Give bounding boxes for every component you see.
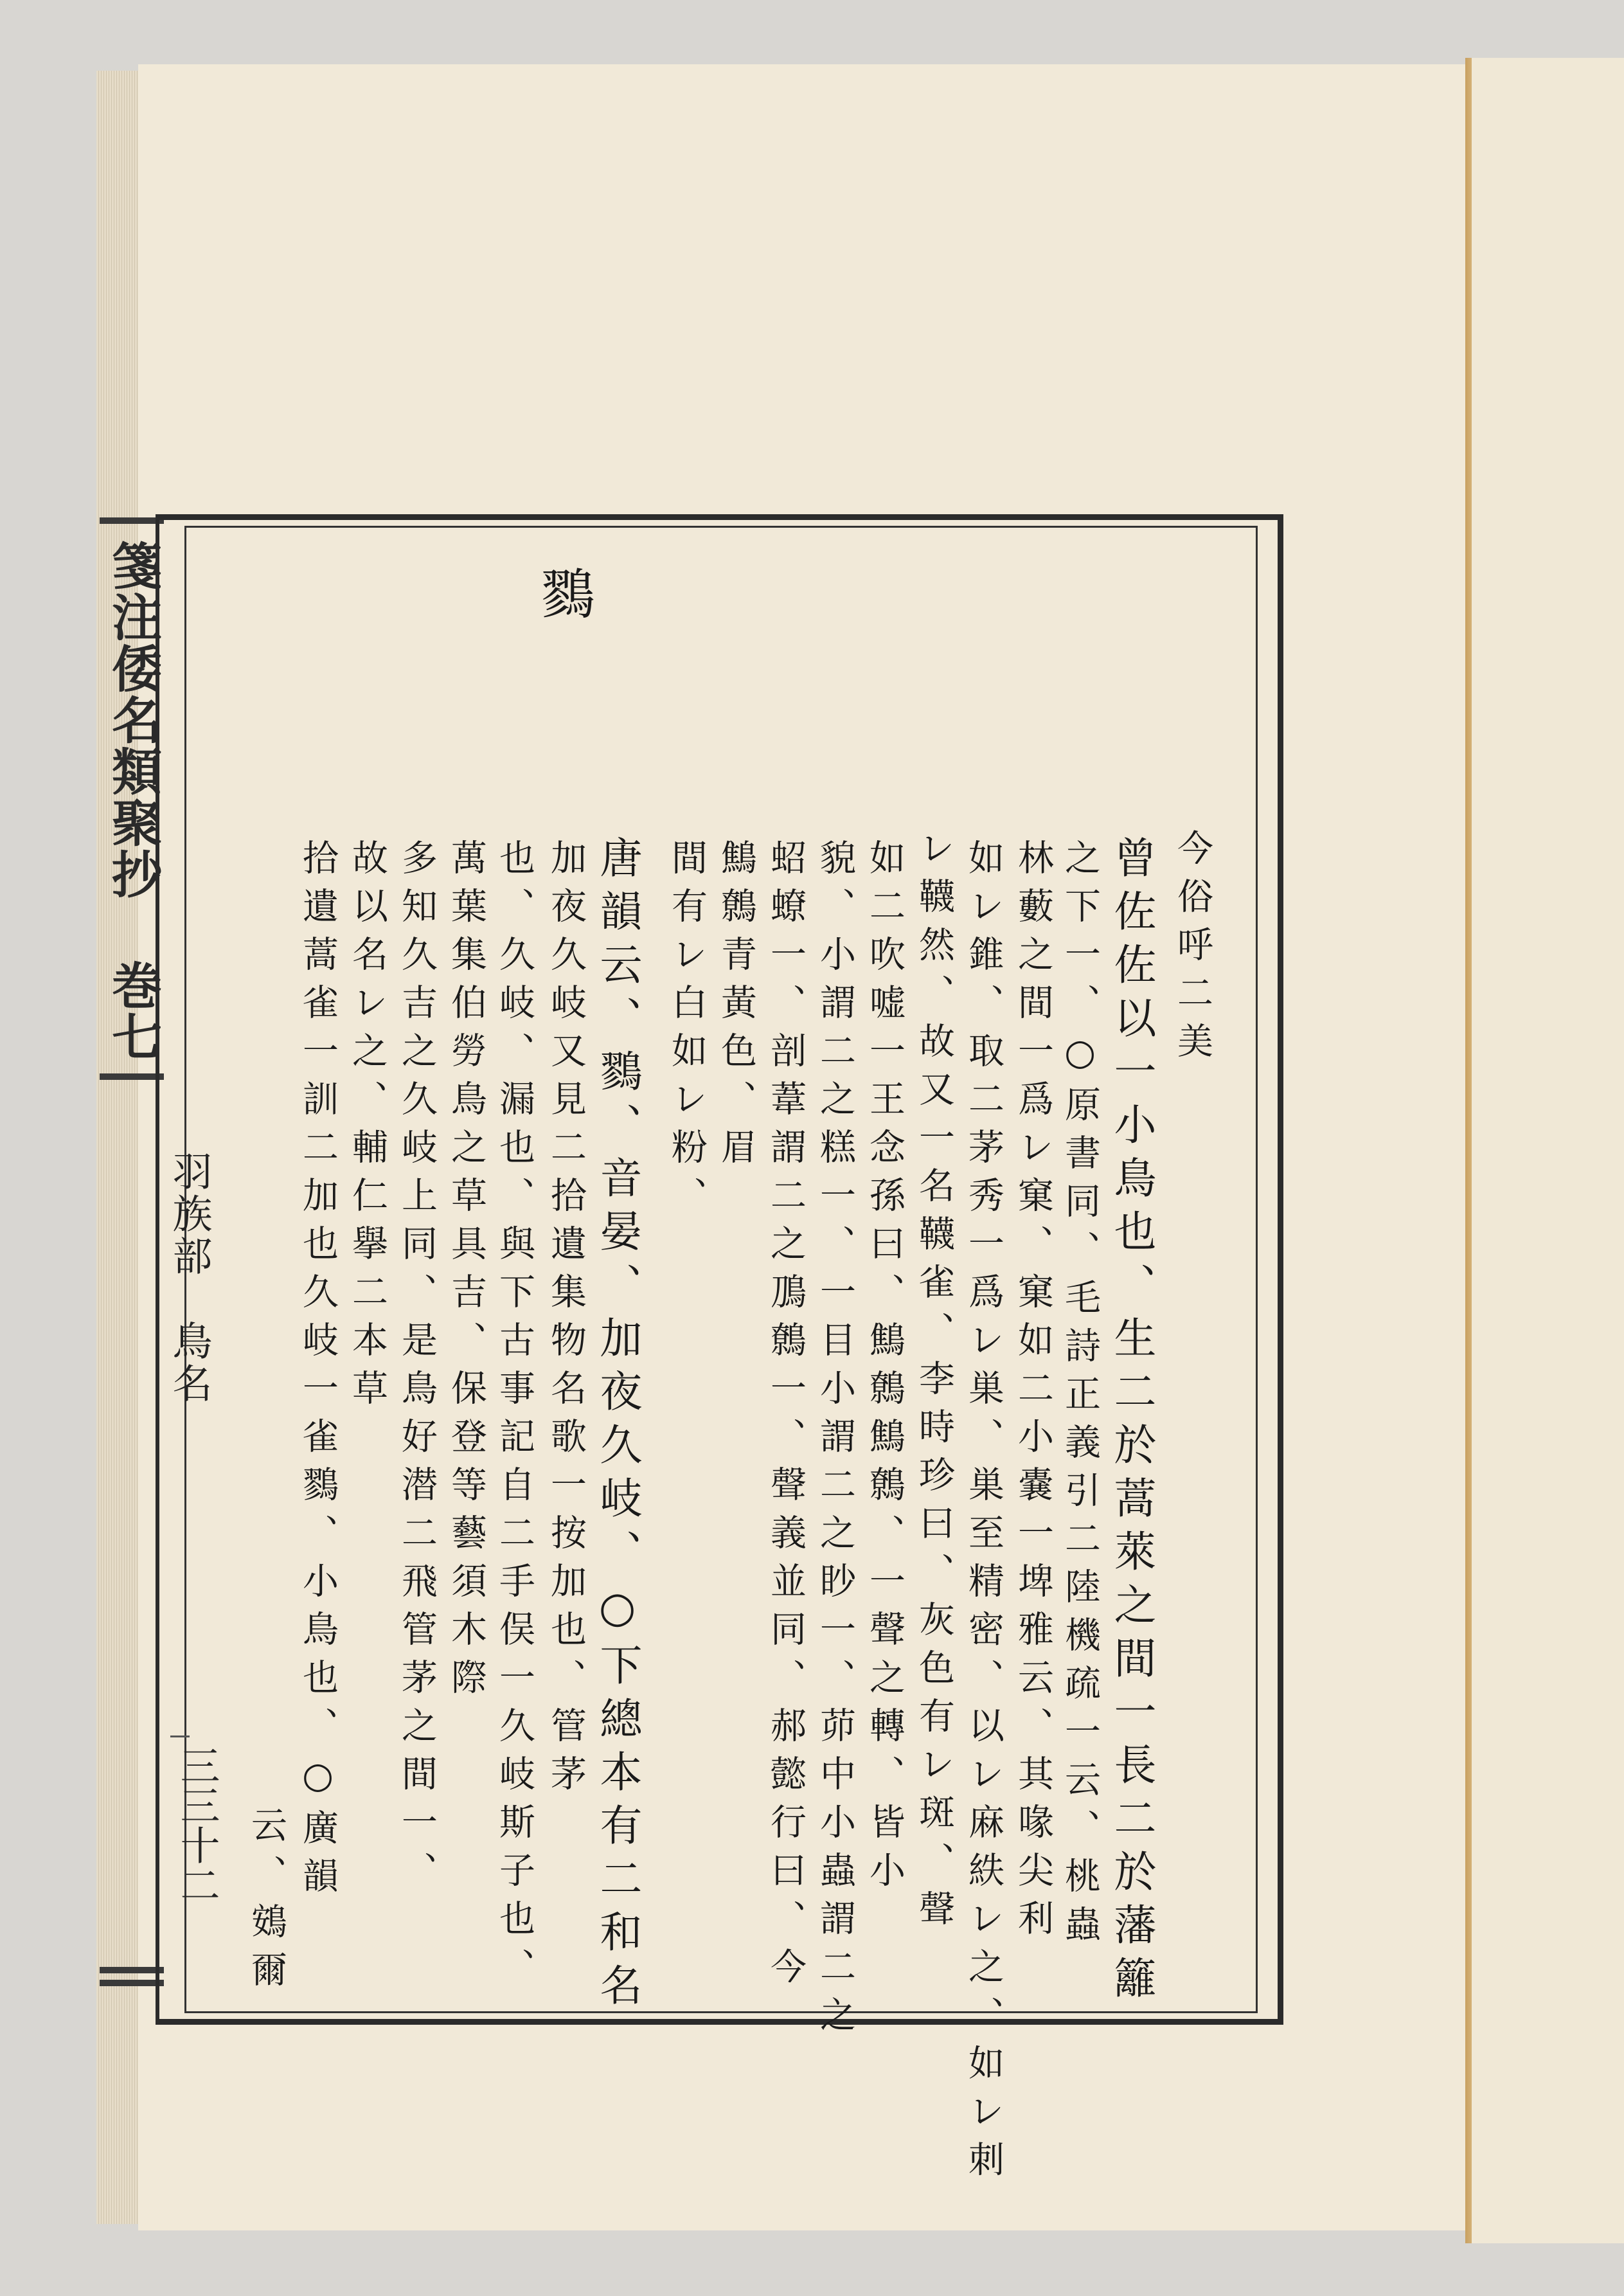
text-column: 加夜久岐又見二拾遺集物名歌一按加也、管茅 [545,839,587,1803]
text-column: 如二吹嘘一王念孫曰、鷦鷯鷦鷯、一聲之轉、皆小 [864,839,906,1899]
spine-rule-bottom [100,1073,164,1080]
text-column: レ韈然、故又一名韈雀、李時珍曰、灰色有レ斑、聲 [913,829,955,1938]
text-column: 云、鴳爾 [245,1806,287,1999]
text-column: 唐韻云、鷚、音晏、加夜久岐、○下總本有二和名 [593,836,642,2016]
text-column: 間有レ白如レ粉、 [666,839,708,1224]
text-column: 今俗呼二美 [1172,829,1213,1070]
spine-rule-lower [100,1967,164,1973]
facing-page [1472,58,1624,2243]
text-column: 多知久吉之久岐上同、是鳥好潜二飛管茅之間一、 [396,839,438,1899]
entry-title: 鷚 [532,566,595,620]
text-column: 鷦鷯青黃色、眉 [715,839,757,1176]
text-column: 拾遺蒿雀一訓二加也久岐一雀鷚、小鳥也、○廣韻 [297,839,339,1905]
page-number-rule [170,1735,190,1737]
text-column: 故以名レ之、輔仁擧二本草 [346,839,388,1417]
spine-rule-lower-2 [100,1980,164,1986]
text-column: 之下一、○原書同、毛詩正義引二陸機疏一云、桃蟲 [1059,839,1101,1953]
page-number: 三三十二 [174,1745,220,1905]
text-column: 貌、小謂二之糕一、一目小謂二之眇一、茆中小蟲謂二之 [814,839,856,2044]
text-column: 萬葉集伯勞鳥之草具吉、保登等藝須木際 [445,839,487,1707]
page-edges [96,71,145,2224]
spine-rule-top [100,517,164,524]
text-column: 如レ錐、取二茅秀一爲レ巣、巣至精密、以レ麻紩レ之、如レ刺 [963,839,1004,2189]
text-column: 也、久岐、漏也、與下古事記自二手俣一久岐斯子也、 [494,839,535,1996]
text-column: 林藪之間一爲レ窠、窠如二小嚢一埤雅云、其喙尖利 [1012,839,1054,1948]
text-column: 曾佐佐以一小鳥也、生二於蒿萊之間一長二於藩籬 [1107,836,1156,2009]
text-column: 蛁蟟一、剖葦謂二之鳭鷯一、聲義並同、郝懿行曰、今 [765,839,807,1996]
spine-title: 箋注倭名類聚抄 巻七 [103,540,162,1063]
chapter-heading: 羽族部 鳥名 [166,1151,213,1405]
